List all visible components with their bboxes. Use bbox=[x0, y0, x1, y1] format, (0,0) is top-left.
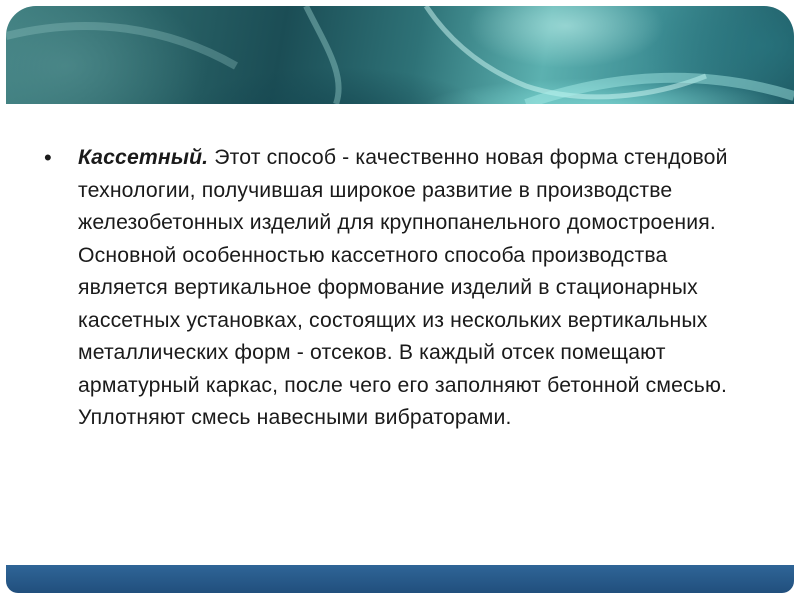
footer-bar bbox=[6, 565, 794, 593]
header-banner-image bbox=[6, 6, 794, 104]
bullet-paragraph bbox=[78, 142, 744, 435]
bullet-item bbox=[44, 142, 744, 435]
body-text: Этот способ - качественно новая форма стендовой технологии, получившая широкое развитие в производстве железобетонных изделий для крупнопанельного домостроения. Основной особенностью кассетного способа производства является вертикальное формование изделий в стационарных кассетных установках, состоящих из нескольких вертикальных металлических форм - отсеков. В каждый отсек помещают арматурный каркас, после чего его заполняют бетонной смесью. Уплотняют смесь навесными вибраторами. bbox=[78, 146, 728, 429]
content-area bbox=[44, 142, 744, 435]
bullet-marker: • bbox=[44, 145, 52, 170]
term-heading: Кассетный. bbox=[78, 146, 209, 169]
banner-glass-shapes bbox=[6, 6, 794, 104]
